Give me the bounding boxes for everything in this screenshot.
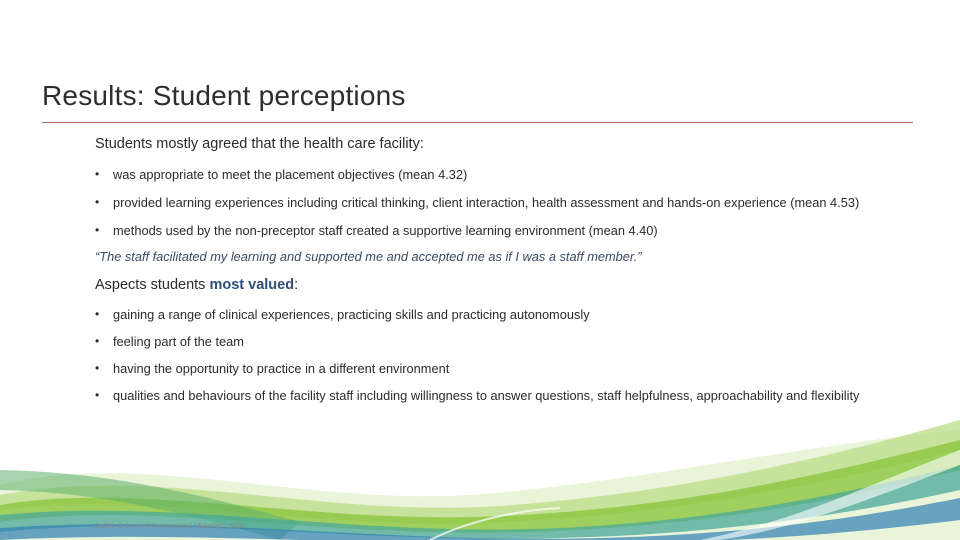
bullet-text: provided learning experiences including critical thinking, client interaction, health assessment and hands-on experience (mean 4.53) bbox=[113, 195, 860, 210]
bullet-glyph: • bbox=[95, 334, 100, 348]
list-item bbox=[95, 387, 905, 404]
bullet-glyph: • bbox=[95, 307, 100, 321]
list-item bbox=[95, 222, 905, 239]
section2-lead-suffix: : bbox=[294, 277, 299, 293]
bullet-text: was appropriate to meet the placement objectives (mean 4.32) bbox=[113, 167, 468, 182]
bullet-text: methods used by the non-preceptor staff created a supportive learning environment (mean 4.40) bbox=[113, 223, 658, 238]
bullet-glyph: • bbox=[95, 167, 100, 181]
bullet-text: qualities and behaviours of the facility staff including willingness to answer questions, staff helpfulness, approachability and flexibility bbox=[113, 388, 860, 403]
list-item bbox=[95, 333, 905, 350]
list-item bbox=[95, 306, 905, 323]
bullet-glyph: • bbox=[95, 223, 100, 237]
section2-bullet-list bbox=[95, 306, 905, 404]
bullet-text: gaining a range of clinical experiences, practicing skills and practicing autonomously bbox=[113, 307, 590, 322]
list-item bbox=[95, 194, 905, 211]
title-divider bbox=[42, 122, 913, 123]
bullet-text: having the opportunity to practice in a different environment bbox=[113, 361, 450, 376]
section2-lead-highlight: most valued bbox=[209, 277, 295, 293]
section2-lead-prefix: Aspects students bbox=[95, 277, 210, 293]
slide-content bbox=[95, 134, 905, 404]
section2-lead bbox=[95, 275, 905, 295]
list-item bbox=[95, 166, 905, 183]
bullet-glyph: • bbox=[95, 361, 100, 375]
bullet-glyph: • bbox=[95, 388, 100, 402]
slide-title: Results: Student perceptions bbox=[42, 80, 406, 111]
list-item bbox=[95, 360, 905, 377]
section1-lead: Students mostly agreed that the health care facility: bbox=[95, 136, 424, 152]
section1-bullet-list bbox=[95, 166, 905, 239]
bullet-glyph: • bbox=[95, 195, 100, 209]
student-quote: “The staff facilitated my learning and supported me and accepted me as if I was a staff member.” bbox=[95, 249, 642, 264]
bullet-text: feeling part of the team bbox=[113, 334, 244, 349]
footer-text: Griffith School of Nursing and Midwifery 2016 bbox=[94, 521, 245, 530]
